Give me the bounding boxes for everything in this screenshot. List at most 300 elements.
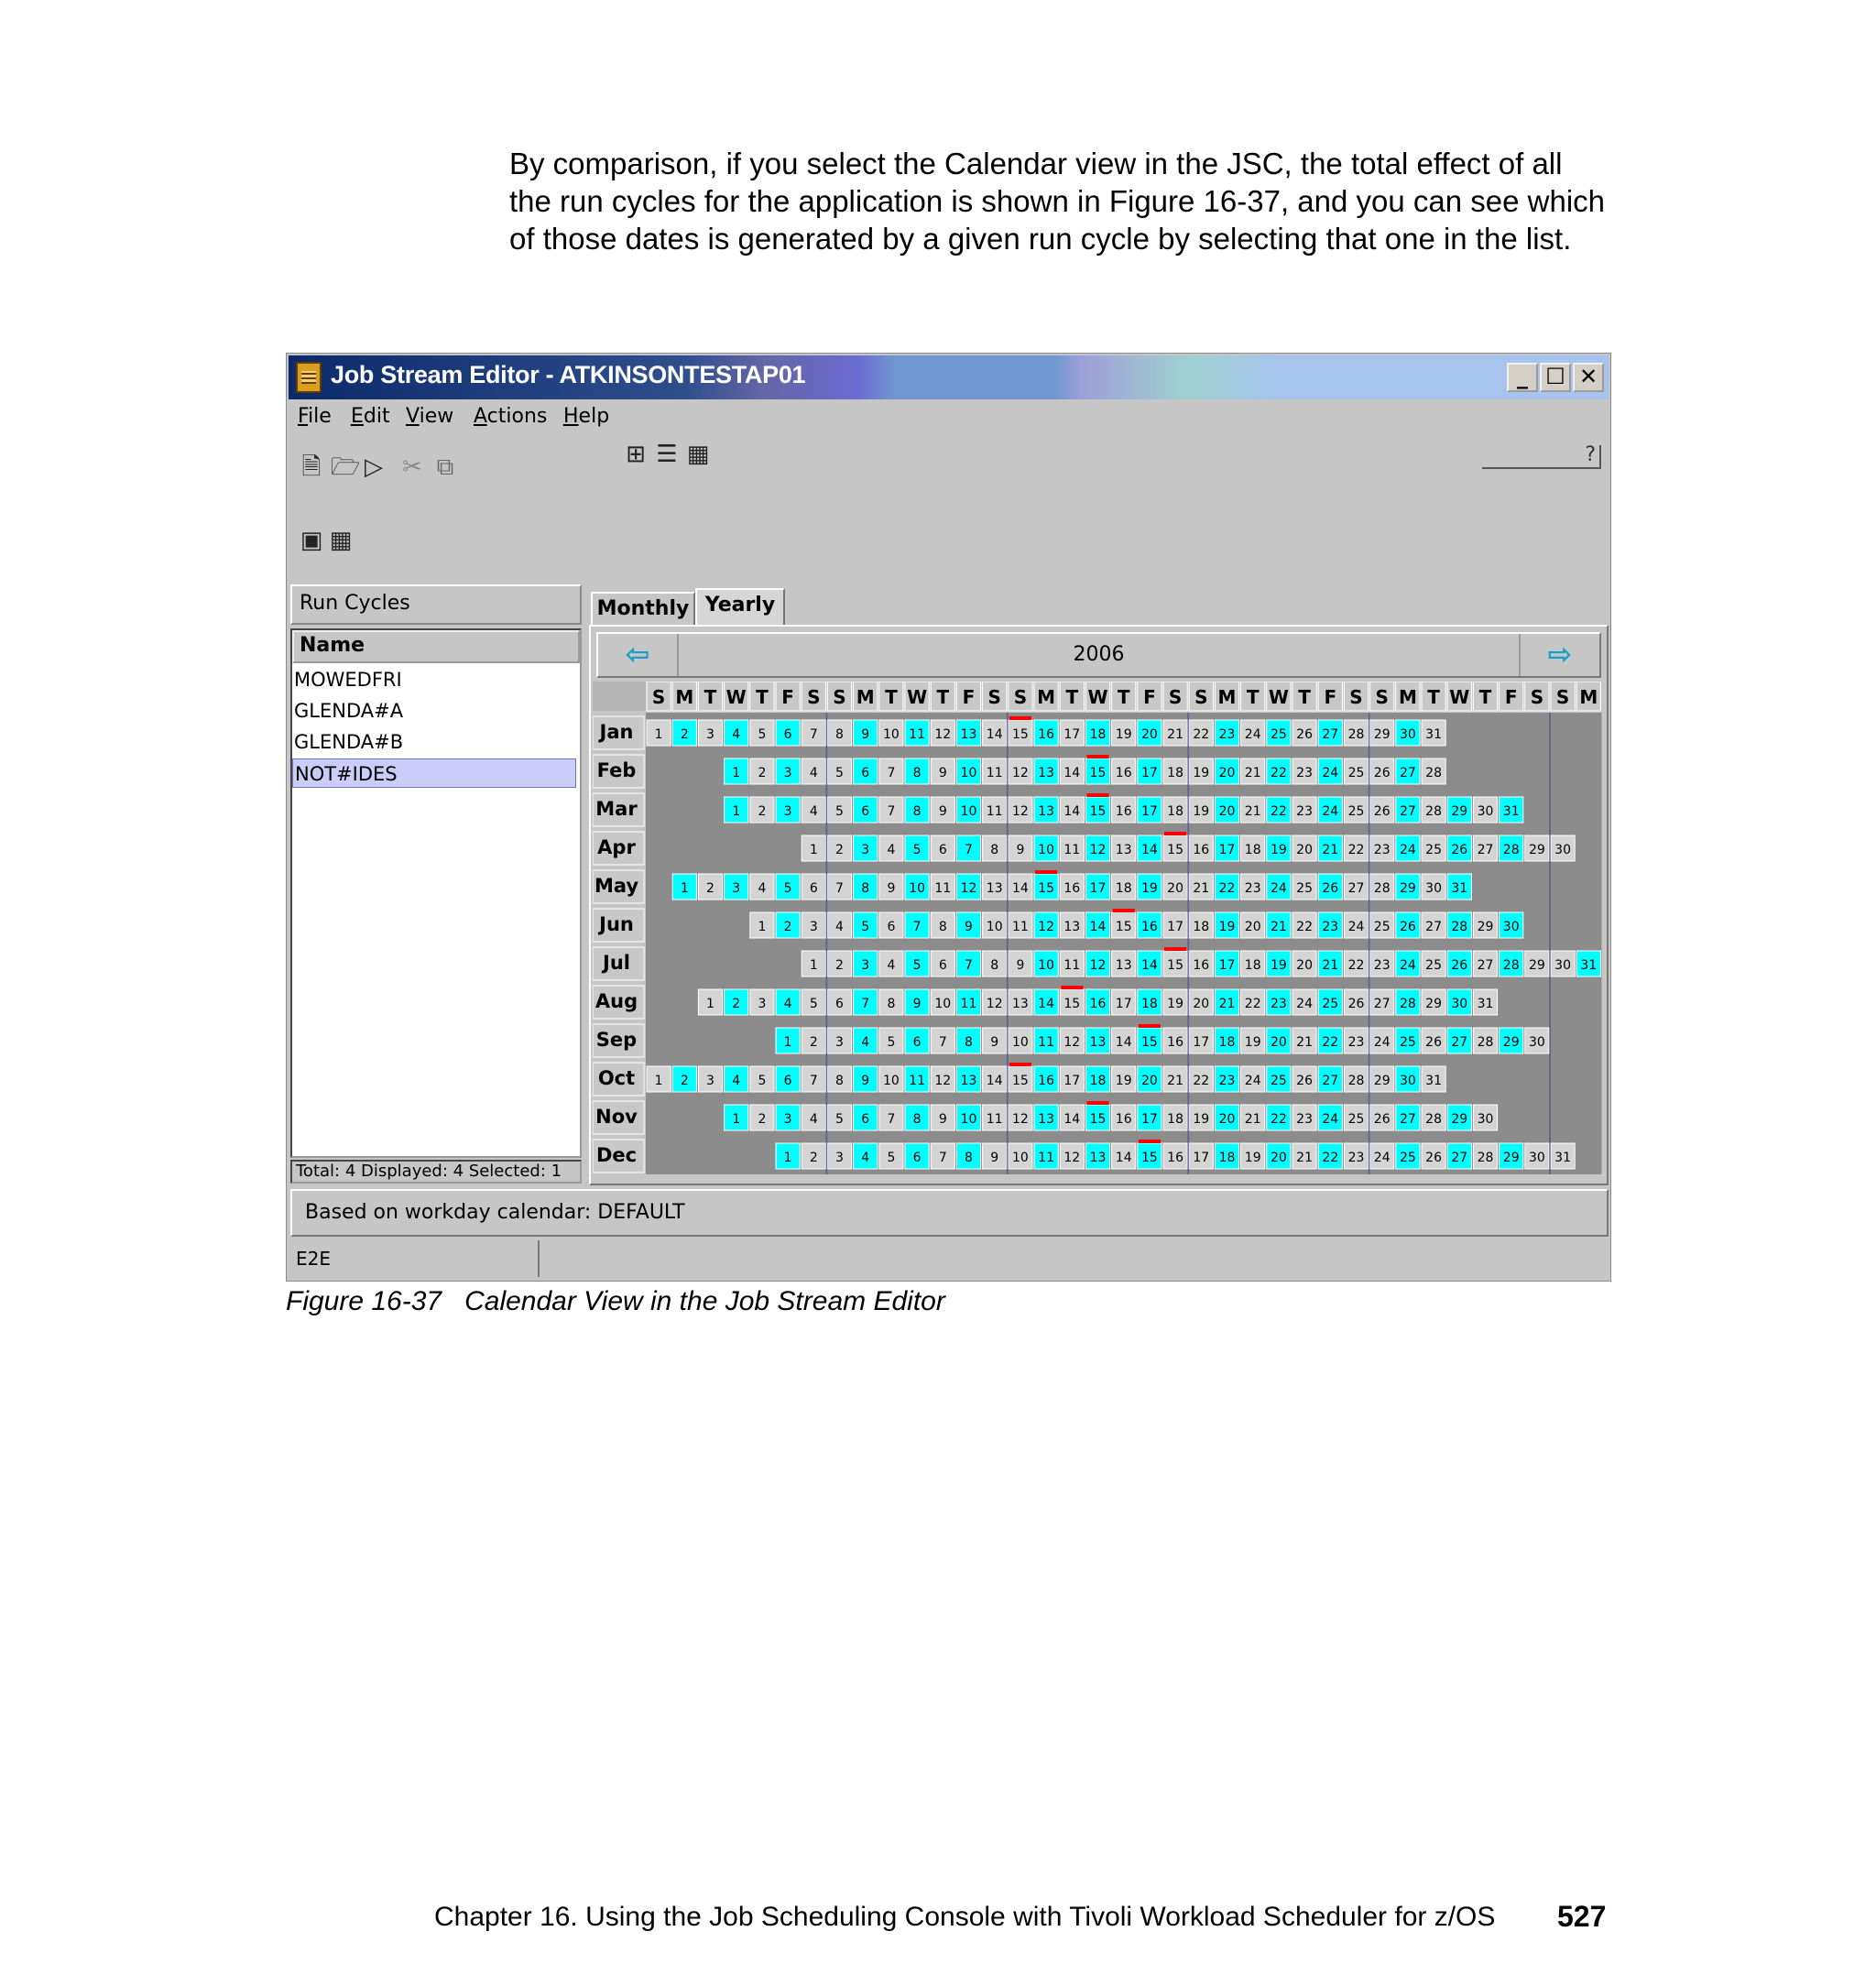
day-number: 1 (809, 958, 818, 973)
day-number: 23 (1322, 920, 1339, 934)
day-number: 25 (1347, 766, 1365, 780)
open-icon[interactable]: 🗁 (331, 453, 361, 481)
select-icon[interactable]: ▷ (365, 453, 383, 481)
day-number: 18 (1140, 997, 1158, 1011)
run-cycle-item[interactable]: GLENDA#B (294, 731, 404, 753)
day-number: 19 (1244, 1151, 1261, 1165)
day-number: 16 (1115, 1112, 1132, 1127)
weekday-header-label: S (1555, 686, 1570, 708)
day-number: 6 (887, 920, 896, 934)
day-number: 6 (835, 997, 844, 1011)
day-number: 14 (1140, 843, 1158, 857)
day-number: 4 (861, 1151, 870, 1165)
day-number: 21 (1244, 766, 1261, 780)
day-number: 7 (938, 1035, 947, 1050)
day-number: 23 (1296, 804, 1314, 819)
menu-help[interactable]: Help (563, 405, 610, 428)
day-number: 18 (1089, 727, 1107, 742)
day-number: 11 (1011, 920, 1029, 934)
day-number: 27 (1451, 1035, 1468, 1050)
day-number: 26 (1347, 997, 1365, 1011)
day-number: 4 (809, 1112, 818, 1127)
day-number: 4 (835, 920, 844, 934)
day-number: 5 (809, 997, 818, 1011)
status-bar (290, 1240, 1609, 1277)
day-number: 22 (1347, 843, 1365, 857)
day-number: 11 (909, 1074, 926, 1088)
day-number: 7 (912, 920, 922, 934)
figure-caption: Figure 16-37 Calendar View in the Job Stream Editor (286, 1286, 945, 1316)
help-field[interactable] (1482, 445, 1601, 469)
day-number: 27 (1425, 920, 1443, 934)
maximize-button[interactable]: ☐ (1540, 363, 1571, 392)
day-number: 22 (1322, 1151, 1339, 1165)
day-number: 8 (965, 1151, 973, 1165)
day-number: 3 (706, 727, 714, 742)
day-number: 3 (732, 881, 741, 896)
help-icon[interactable]: ? (1585, 443, 1596, 466)
day-number: 16 (1063, 881, 1081, 896)
day-number: 31 (1451, 881, 1468, 896)
day-number: 14 (1115, 1035, 1132, 1050)
day-number: 11 (1063, 843, 1081, 857)
day-number: 12 (1011, 1112, 1029, 1127)
day-number: 27 (1399, 1112, 1416, 1127)
day-number: 19 (1115, 1074, 1132, 1088)
day-number: 17 (1218, 843, 1236, 857)
day-number: 19 (1244, 1035, 1261, 1050)
day-number: 22 (1270, 804, 1287, 819)
day-number: 10 (882, 727, 900, 742)
weekday-header-label: F (781, 686, 794, 708)
run-cycle-item-selected[interactable]: NOT#IDES (292, 758, 576, 788)
graph-view-icon[interactable]: ⊞ (626, 441, 646, 468)
run-cycles-list[interactable] (290, 628, 582, 1158)
day-number: 9 (861, 727, 870, 742)
day-number: 14 (1089, 920, 1107, 934)
day-number: 14 (986, 1074, 1003, 1088)
day-number: 24 (1322, 1112, 1339, 1127)
day-number: 17 (1218, 958, 1236, 973)
day-number: 15 (1089, 766, 1107, 780)
day-number: 5 (887, 1035, 896, 1050)
day-number: 10 (986, 920, 1003, 934)
day-number: 17 (1063, 727, 1081, 742)
day-number: 30 (1399, 727, 1416, 742)
day-number: 5 (912, 958, 922, 973)
weekday-header-label: S (1168, 686, 1183, 708)
day-number: 11 (934, 881, 952, 896)
day-number: 15 (1063, 997, 1081, 1011)
day-number: 28 (1502, 843, 1520, 857)
day-number: 23 (1244, 881, 1261, 896)
run-cycle-item[interactable]: MOWEDFRI (294, 669, 402, 691)
day-number: 18 (1244, 958, 1261, 973)
day-number: 19 (1270, 958, 1287, 973)
day-number: 30 (1528, 1035, 1545, 1050)
day-number: 5 (835, 804, 844, 819)
day-number: 15 (1011, 727, 1029, 742)
weekday-header-label: M (1217, 686, 1237, 708)
day-number: 7 (809, 1074, 818, 1088)
name-column-header[interactable]: Name (292, 630, 580, 663)
day-number: 28 (1425, 1112, 1443, 1127)
week-divider (1549, 713, 1551, 1174)
list-view-icon[interactable]: ☰ (656, 441, 678, 468)
day-number: 12 (934, 727, 952, 742)
day-number: 13 (1063, 920, 1081, 934)
day-number: 26 (1296, 727, 1314, 742)
day-number: 1 (706, 997, 714, 1011)
month-label: Apr (597, 836, 636, 858)
day-number: 21 (1244, 1112, 1261, 1127)
month-label: Feb (596, 759, 637, 781)
day-number: 2 (706, 881, 714, 896)
day-number: 11 (1038, 1151, 1055, 1165)
day-number: 14 (1140, 958, 1158, 973)
day-number: 15 (1011, 1074, 1029, 1088)
day-number: 29 (1528, 958, 1545, 973)
day-number: 29 (1477, 920, 1494, 934)
yearly-calendar-grid[interactable] (593, 682, 1606, 1184)
day-number: 8 (990, 843, 999, 857)
day-number: 2 (758, 1112, 767, 1127)
day-number: 8 (912, 766, 922, 780)
weekday-header-label: T (1478, 686, 1492, 708)
day-number: 27 (1477, 843, 1494, 857)
day-number: 13 (1115, 843, 1132, 857)
day-number: 26 (1373, 804, 1391, 819)
day-number: 22 (1270, 1112, 1287, 1127)
day-number: 30 (1528, 1151, 1545, 1165)
day-number: 24 (1399, 958, 1416, 973)
day-number: 1 (654, 1074, 663, 1088)
day-number: 11 (986, 766, 1003, 780)
day-number: 21 (1322, 958, 1339, 973)
day-number: 19 (1193, 766, 1210, 780)
day-number: 26 (1296, 1074, 1314, 1088)
day-number: 12 (1011, 766, 1029, 780)
day-number: 11 (960, 997, 977, 1011)
day-number: 21 (1296, 1035, 1314, 1050)
weekday-header-label: W (1268, 686, 1289, 708)
day-number: 13 (960, 1074, 977, 1088)
day-number: 21 (1270, 920, 1287, 934)
day-number: 12 (934, 1074, 952, 1088)
day-number: 22 (1270, 766, 1287, 780)
red-marker (1113, 909, 1135, 912)
day-number: 13 (1038, 766, 1055, 780)
weekday-header-label: T (1065, 686, 1079, 708)
day-number: 30 (1451, 997, 1468, 1011)
day-number: 15 (1038, 881, 1055, 896)
menu-view[interactable]: View (406, 405, 454, 428)
day-number: 10 (1038, 843, 1055, 857)
day-number: 1 (758, 920, 767, 934)
day-number: 20 (1167, 881, 1184, 896)
menu-actions[interactable]: Actions (474, 405, 548, 428)
app-icon (296, 362, 322, 393)
day-number: 7 (887, 804, 896, 819)
day-number: 6 (861, 766, 870, 780)
day-number: 27 (1347, 881, 1365, 896)
day-number: 5 (861, 920, 870, 934)
day-number: 22 (1193, 1074, 1210, 1088)
new-icon[interactable]: 🗎 (301, 453, 322, 481)
cut-icon[interactable]: ✂ (402, 453, 422, 481)
day-number: 11 (986, 804, 1003, 819)
day-number: 2 (783, 920, 792, 934)
day-number: 30 (1425, 881, 1443, 896)
day-number: 15 (1140, 1151, 1158, 1165)
day-number: 25 (1399, 1035, 1416, 1050)
day-number: 3 (706, 1074, 714, 1088)
day-number: 4 (887, 843, 896, 857)
day-number: 29 (1425, 997, 1443, 1011)
day-number: 22 (1218, 881, 1236, 896)
intro-paragraph: By comparison, if you select the Calendar view in the JSC, the total effect of all the run cycles for the application is shown in Figure 16-37, and you can see which of those dates is generated by a given run cycle by selecting that one in the list. (509, 147, 1606, 256)
day-number: 9 (912, 997, 922, 1011)
close-button[interactable]: ✕ (1573, 363, 1604, 392)
day-number: 4 (887, 958, 896, 973)
weekday-header-label: M (1037, 686, 1056, 708)
day-number: 2 (680, 1074, 689, 1088)
day-number: 31 (1477, 997, 1494, 1011)
day-number: 10 (960, 804, 977, 819)
day-number: 9 (938, 804, 947, 819)
day-number: 31 (1502, 804, 1520, 819)
status-e2e: E2E (296, 1248, 331, 1270)
corner-cell (593, 682, 646, 711)
day-number: 20 (1140, 1074, 1158, 1088)
weekday-header-label: M (675, 686, 694, 708)
day-number: 2 (809, 1151, 818, 1165)
day-number: 8 (835, 727, 844, 742)
day-number: 24 (1399, 843, 1416, 857)
day-number: 8 (912, 1112, 922, 1127)
day-number: 19 (1115, 727, 1132, 742)
day-number: 13 (986, 881, 1003, 896)
day-number: 19 (1140, 881, 1158, 896)
red-marker (1139, 1140, 1161, 1143)
calendar-settings-icon[interactable]: ▣ (300, 527, 323, 554)
page-footer: Chapter 16. Using the Job Scheduling Console with Tivoli Workload Scheduler for z/OS (434, 1902, 1496, 1932)
day-number: 19 (1193, 804, 1210, 819)
month-label: Aug (594, 990, 638, 1012)
title-bar[interactable] (289, 355, 1609, 399)
day-number: 28 (1425, 766, 1443, 780)
day-number: 8 (965, 1035, 973, 1050)
day-number: 24 (1322, 804, 1339, 819)
day-number: 1 (732, 766, 741, 780)
weekday-header-label: W (1449, 686, 1470, 708)
day-number: 1 (809, 843, 818, 857)
day-number: 9 (990, 1151, 999, 1165)
day-number: 1 (654, 727, 663, 742)
weekday-header-label: S (651, 686, 666, 708)
day-number: 3 (835, 1151, 844, 1165)
day-number: 15 (1115, 920, 1132, 934)
weekday-header-label: M (856, 686, 875, 708)
day-number: 7 (861, 997, 870, 1011)
day-number: 3 (861, 958, 870, 973)
day-number: 17 (1193, 1151, 1210, 1165)
day-number: 19 (1218, 920, 1236, 934)
day-number: 20 (1193, 997, 1210, 1011)
day-number: 16 (1115, 804, 1132, 819)
day-number: 7 (835, 881, 844, 896)
day-number: 31 (1425, 727, 1443, 742)
week-divider (1007, 713, 1009, 1174)
day-number: 2 (758, 804, 767, 819)
day-number: 27 (1399, 804, 1416, 819)
weekday-header-label: S (987, 686, 1001, 708)
day-number: 20 (1296, 843, 1314, 857)
day-number: 21 (1322, 843, 1339, 857)
day-number: 25 (1296, 881, 1314, 896)
day-number: 23 (1218, 727, 1236, 742)
day-number: 29 (1451, 804, 1468, 819)
month-label: Jul (603, 952, 630, 974)
menu-edit[interactable]: Edit (351, 405, 390, 428)
day-number: 19 (1167, 997, 1184, 1011)
weekday-header-label: T (1298, 686, 1311, 708)
previous-year-button[interactable]: ⇦ (598, 634, 679, 676)
day-number: 20 (1270, 1035, 1287, 1050)
day-number: 24 (1244, 1074, 1261, 1088)
day-number: 8 (938, 920, 947, 934)
week-divider (1187, 713, 1189, 1174)
next-year-button[interactable]: ⇨ (1519, 634, 1599, 676)
day-number: 23 (1347, 1151, 1365, 1165)
day-number: 10 (934, 997, 952, 1011)
day-number: 29 (1399, 881, 1416, 896)
weekday-header-label: S (807, 686, 821, 708)
day-number: 7 (938, 1151, 947, 1165)
minimize-button[interactable]: _ (1507, 363, 1538, 392)
day-number: 8 (990, 958, 999, 973)
weekday-header-label: M (1579, 686, 1598, 708)
day-number: 17 (1115, 997, 1132, 1011)
day-number: 26 (1373, 766, 1391, 780)
day-number: 1 (783, 1151, 792, 1165)
day-number: 3 (758, 997, 767, 1011)
day-number: 10 (1011, 1035, 1029, 1050)
day-number: 18 (1115, 881, 1132, 896)
day-number: 24 (1270, 881, 1287, 896)
day-number: 5 (758, 1074, 767, 1088)
day-number: 8 (912, 804, 922, 819)
month-label: Nov (595, 1106, 638, 1128)
day-number: 12 (1063, 1151, 1081, 1165)
day-number: 13 (1089, 1035, 1107, 1050)
red-marker (1086, 793, 1108, 797)
red-marker (1061, 986, 1083, 989)
day-number: 16 (1038, 1074, 1055, 1088)
day-number: 10 (960, 1112, 977, 1127)
day-number: 28 (1425, 804, 1443, 819)
day-number: 5 (783, 881, 792, 896)
day-number: 31 (1554, 1151, 1572, 1165)
day-number: 15 (1089, 1112, 1107, 1127)
day-number: 16 (1089, 997, 1107, 1011)
red-marker (1139, 1024, 1161, 1028)
day-number: 22 (1296, 920, 1314, 934)
day-number: 29 (1451, 1112, 1468, 1127)
day-number: 25 (1322, 997, 1339, 1011)
day-number: 29 (1502, 1151, 1520, 1165)
day-number: 4 (732, 727, 741, 742)
day-number: 22 (1244, 997, 1261, 1011)
calendar-grid-icon[interactable]: ▦ (329, 527, 353, 554)
day-number: 25 (1399, 1151, 1416, 1165)
day-number: 2 (835, 843, 844, 857)
red-marker (1009, 1063, 1031, 1066)
day-number: 30 (1502, 920, 1520, 934)
day-number: 3 (861, 843, 870, 857)
day-number: 23 (1218, 1074, 1236, 1088)
day-number: 26 (1451, 843, 1468, 857)
day-number: 18 (1218, 1151, 1236, 1165)
day-number: 4 (758, 881, 767, 896)
day-number: 2 (680, 727, 689, 742)
day-number: 13 (1115, 958, 1132, 973)
day-number: 9 (1016, 843, 1025, 857)
day-number: 25 (1347, 1112, 1365, 1127)
menu-file[interactable]: File (298, 405, 332, 428)
day-number: 9 (990, 1035, 999, 1050)
day-number: 7 (965, 843, 973, 857)
day-number: 26 (1322, 881, 1339, 896)
day-number: 26 (1425, 1151, 1443, 1165)
day-number: 14 (1011, 881, 1029, 896)
weekday-header-label: T (704, 686, 717, 708)
red-marker (1086, 755, 1108, 758)
weekday-header-label: S (1013, 686, 1028, 708)
run-cycle-item[interactable]: GLENDA#A (294, 700, 404, 722)
day-number: 22 (1193, 727, 1210, 742)
day-number: 13 (960, 727, 977, 742)
day-number: 17 (1089, 881, 1107, 896)
page-number: 527 (1557, 1900, 1607, 1933)
day-number: 29 (1502, 1035, 1520, 1050)
day-number: 20 (1140, 727, 1158, 742)
day-number: 9 (965, 920, 973, 934)
day-number: 11 (909, 727, 926, 742)
copy-icon[interactable]: ⧉ (436, 453, 454, 481)
day-number: 13 (1089, 1151, 1107, 1165)
day-number: 5 (758, 727, 767, 742)
day-number: 12 (1089, 958, 1107, 973)
day-number: 13 (1011, 997, 1029, 1011)
day-number: 3 (809, 920, 818, 934)
day-number: 18 (1218, 1035, 1236, 1050)
tab-monthly[interactable]: Monthly (591, 592, 695, 625)
day-number: 25 (1270, 727, 1287, 742)
day-number: 15 (1167, 843, 1184, 857)
calendar-view-icon[interactable]: ▦ (686, 441, 710, 468)
day-number: 4 (783, 997, 792, 1011)
tab-yearly[interactable]: Yearly (695, 588, 785, 625)
weekday-header-label: F (1324, 686, 1337, 708)
day-number: 23 (1296, 1112, 1314, 1127)
day-number: 16 (1038, 727, 1055, 742)
day-number: 4 (809, 766, 818, 780)
day-number: 20 (1218, 804, 1236, 819)
day-number: 28 (1373, 881, 1391, 896)
day-number: 14 (1038, 997, 1055, 1011)
month-label: Jan (599, 721, 634, 743)
